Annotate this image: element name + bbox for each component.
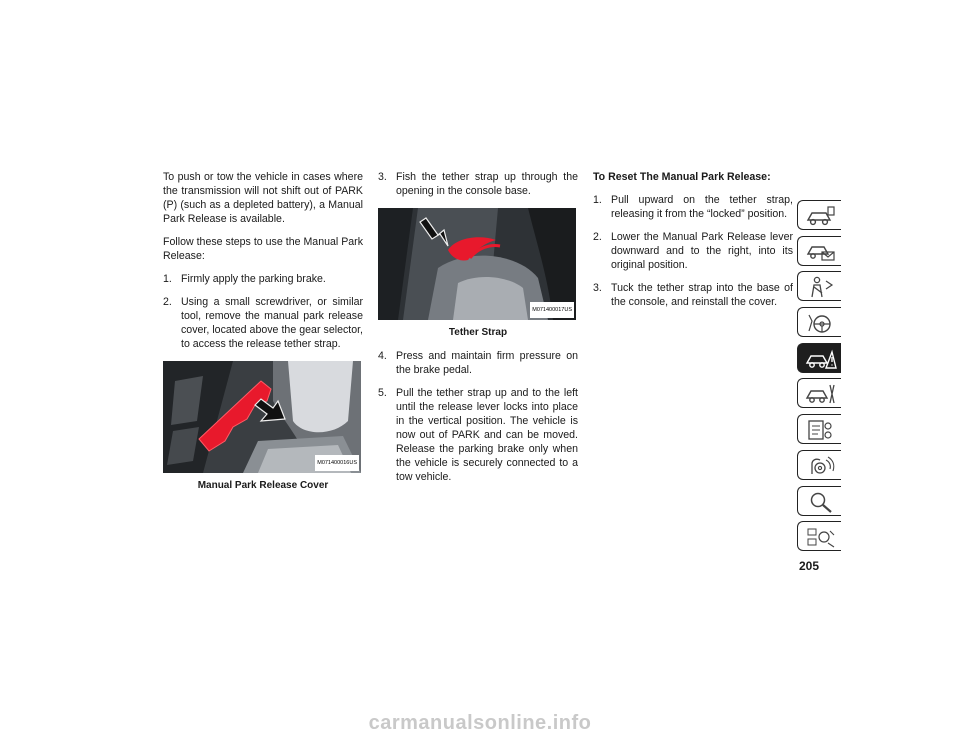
safety-icon — [804, 275, 838, 299]
emergency-icon — [804, 347, 838, 371]
tab-technical-specifications[interactable] — [797, 414, 841, 444]
list-item: 3. Fish the tether strap up through the opening in the console base. — [378, 171, 578, 197]
languages-icon — [804, 525, 838, 549]
tab-starting-driving[interactable] — [797, 307, 841, 337]
follow-steps-paragraph: Follow these steps to use the Manual Park Release: — [163, 236, 363, 262]
page-number: 205 — [799, 559, 820, 573]
tab-safety[interactable] — [797, 271, 841, 301]
list-item: 4. Press and maintain firm pressure on the brake pedal. — [378, 350, 578, 376]
chapter-tabs — [797, 200, 841, 557]
reset-heading: To Reset The Manual Park Release: — [593, 171, 771, 183]
list-item: 2. Lower the Manual Park Release lever downward and to the right, into its original position. — [593, 231, 793, 271]
vehicle-info-icon — [804, 204, 838, 228]
manual-park-release-cover-photo — [163, 361, 361, 473]
image-caption: Manual Park Release Cover — [197, 480, 329, 491]
starting-driving-icon — [804, 311, 838, 335]
list-item: 5. Pull the tether strap up and to the left until the release lever locks into place in the vertical position. The vehicle is now out of PARK and can be moved. Release the parking brake only when the vehicle is securely connected to a tow vehicle. — [378, 387, 578, 483]
dashboard-message-icon — [804, 240, 838, 264]
steps-list-3 — [593, 193, 793, 309]
service-maintenance-icon — [804, 382, 838, 406]
tab-service-maintenance[interactable] — [797, 378, 841, 408]
index-icon — [804, 490, 838, 514]
image-caption: Tether Strap — [448, 327, 508, 338]
column-2 — [378, 170, 578, 493]
steps-list-2a — [378, 170, 578, 198]
list-item: 2. Using a small screwdriver, or similar tool, remove the manual park release cover, located above the gear selector, to access the release tether strap. — [163, 296, 363, 350]
list-item: 3. Tuck the tether strap into the base of the console, and reinstall the cover. — [593, 282, 793, 308]
image-code: M071400016US — [315, 455, 359, 471]
tab-in-case-of-emergency[interactable] — [797, 343, 841, 373]
list-item: 1. Firmly apply the parking brake. — [163, 273, 326, 285]
image-code: M071400017US — [530, 302, 574, 318]
tab-languages[interactable] — [797, 521, 841, 551]
intro-paragraph: To push or tow the vehicle in cases where the transmission will not shift out of PARK (P) (such as a depleted battery), a Manual Park Release is available. — [163, 171, 363, 225]
tether-strap-photo — [378, 208, 576, 320]
column-1 — [163, 170, 363, 502]
steps-list-2b — [378, 349, 578, 484]
tab-index[interactable] — [797, 486, 841, 516]
tab-vehicle-info[interactable] — [797, 200, 841, 230]
specifications-icon — [804, 418, 838, 442]
column-3 — [593, 170, 793, 318]
list-item: 1. Pull upward on the tether strap, releasing it from the “locked” position. — [593, 194, 793, 220]
tab-multimedia[interactable] — [797, 450, 841, 480]
tab-dashboard-messages[interactable] — [797, 236, 841, 266]
watermark: carmanualsonline.info — [368, 712, 592, 734]
steps-list-1 — [163, 272, 363, 351]
multimedia-icon — [804, 454, 838, 478]
